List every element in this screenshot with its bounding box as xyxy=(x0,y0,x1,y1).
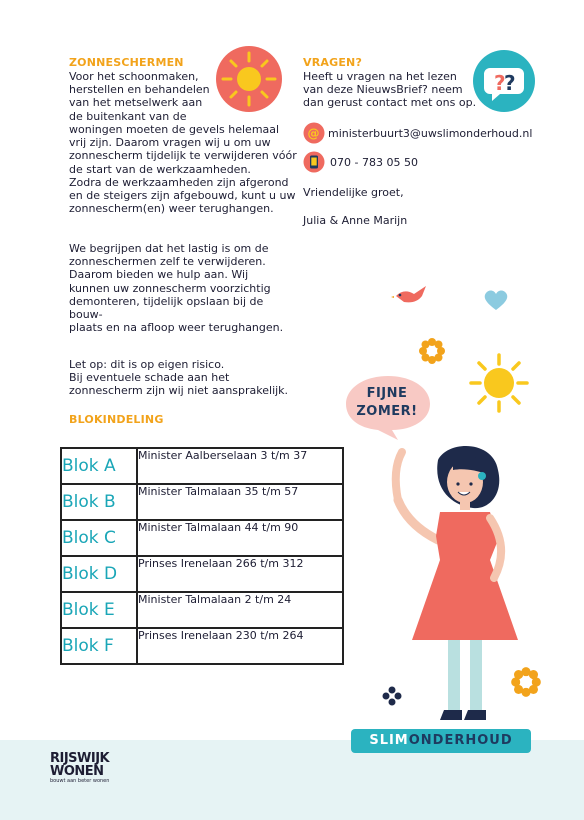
table-row xyxy=(61,520,343,556)
bubble-line2: ZOMER! xyxy=(356,404,418,419)
bubble-line1: FIJNE xyxy=(366,386,408,401)
svg-text:@: @ xyxy=(307,126,320,141)
blok-address: Prinses Irenelaan 266 t/m 312 xyxy=(137,556,343,592)
email-icon xyxy=(303,122,325,144)
phone-link[interactable]: 070 - 783 05 50 xyxy=(330,156,418,169)
flower-orange-icon xyxy=(510,666,542,698)
blok-name: Blok B xyxy=(61,484,137,520)
bird-icon xyxy=(390,282,432,306)
sun-large-icon xyxy=(468,352,530,414)
zonneschermen-text-intro: Voor het schoonmaken, herstellen en behandelen van het metselwerk aan de buitenkant van de xyxy=(69,70,210,123)
email-link[interactable]: ministerbuurt3@uwslimonderhoud.nl xyxy=(328,127,533,140)
blok-address: Minister Talmalaan 44 t/m 90 xyxy=(137,520,343,556)
blok-address: Minister Talmalaan 35 t/m 57 xyxy=(137,484,343,520)
slimonderhoud-badge xyxy=(351,729,531,753)
logo-tagline: bouwt aan beter wonen xyxy=(50,778,110,784)
zonneschermen-text-main: woningen moeten de gevels helemaal vrij zijn. Daarom vragen wij u om uw zonnescherm tijdelijk te verwijderen vóór de start van de werkzaamheden. Zodra de werkzaamheden zijn afgerond en de steigers zijn afgebouwd, kunt u uw zonnescherm(en) weer terughangen. xyxy=(69,123,297,216)
blok-name: Blok A xyxy=(61,448,137,484)
blok-address: Minister Talmalaan 2 t/m 24 xyxy=(137,592,343,628)
zonneschermen-text-risk: Let op: dit is op eigen risico. Bij eventuele schade aan het zonnescherm zijn wij niet aansprakelijk. xyxy=(69,358,289,398)
phone-icon xyxy=(303,151,325,173)
blok-table xyxy=(60,447,344,665)
table-row xyxy=(61,556,343,592)
table-row xyxy=(61,628,343,664)
svg-text:?: ? xyxy=(494,71,506,95)
rijswijk-wonen-logo xyxy=(50,752,130,785)
blokindeling-heading: BLOKINDELING xyxy=(69,413,164,426)
logo-line2: WONEN xyxy=(50,764,104,779)
greeting-text: Vriendelijke groet, xyxy=(303,186,404,199)
zonneschermen-heading: ZONNESCHERMEN xyxy=(69,56,184,69)
logo-line1: RIJSWIJK xyxy=(50,751,110,766)
blok-address: Minister Aalberselaan 3 t/m 37 xyxy=(137,448,343,484)
svg-text:?: ? xyxy=(504,71,516,95)
vragen-text: Heeft u vragen na het lezen van deze NieuwsBrief? neem dan gerust contact met ons op. xyxy=(303,70,477,110)
small-flower-icon xyxy=(382,686,402,706)
blok-name: Blok F xyxy=(61,628,137,664)
zonneschermen-text-help: We begrijpen dat het lastig is om de zonneschermen zelf te verwijderen. Daarom bieden we hulp aan. Wij kunnen uw zonnescherm voorzichtig demonteren, tijdelijk opslaan bij de bouw- plaats en na afloop weer terughangen. xyxy=(69,242,284,335)
badge-rest: ONDERHOUD xyxy=(408,733,513,748)
vragen-heading: VRAGEN? xyxy=(303,56,363,69)
blok-name: Blok D xyxy=(61,556,137,592)
heart-icon xyxy=(483,288,509,312)
table-row xyxy=(61,592,343,628)
table-row xyxy=(61,484,343,520)
question-chat-icon xyxy=(471,48,537,114)
blok-name: Blok C xyxy=(61,520,137,556)
blok-name: Blok E xyxy=(61,592,137,628)
flower-icon xyxy=(418,337,446,365)
blok-address: Prinses Irenelaan 230 t/m 264 xyxy=(137,628,343,664)
badge-bold: SLIM xyxy=(369,733,409,748)
table-row xyxy=(61,448,343,484)
signature-text: Julia & Anne Marijn xyxy=(303,214,408,227)
sun-icon xyxy=(214,44,284,114)
